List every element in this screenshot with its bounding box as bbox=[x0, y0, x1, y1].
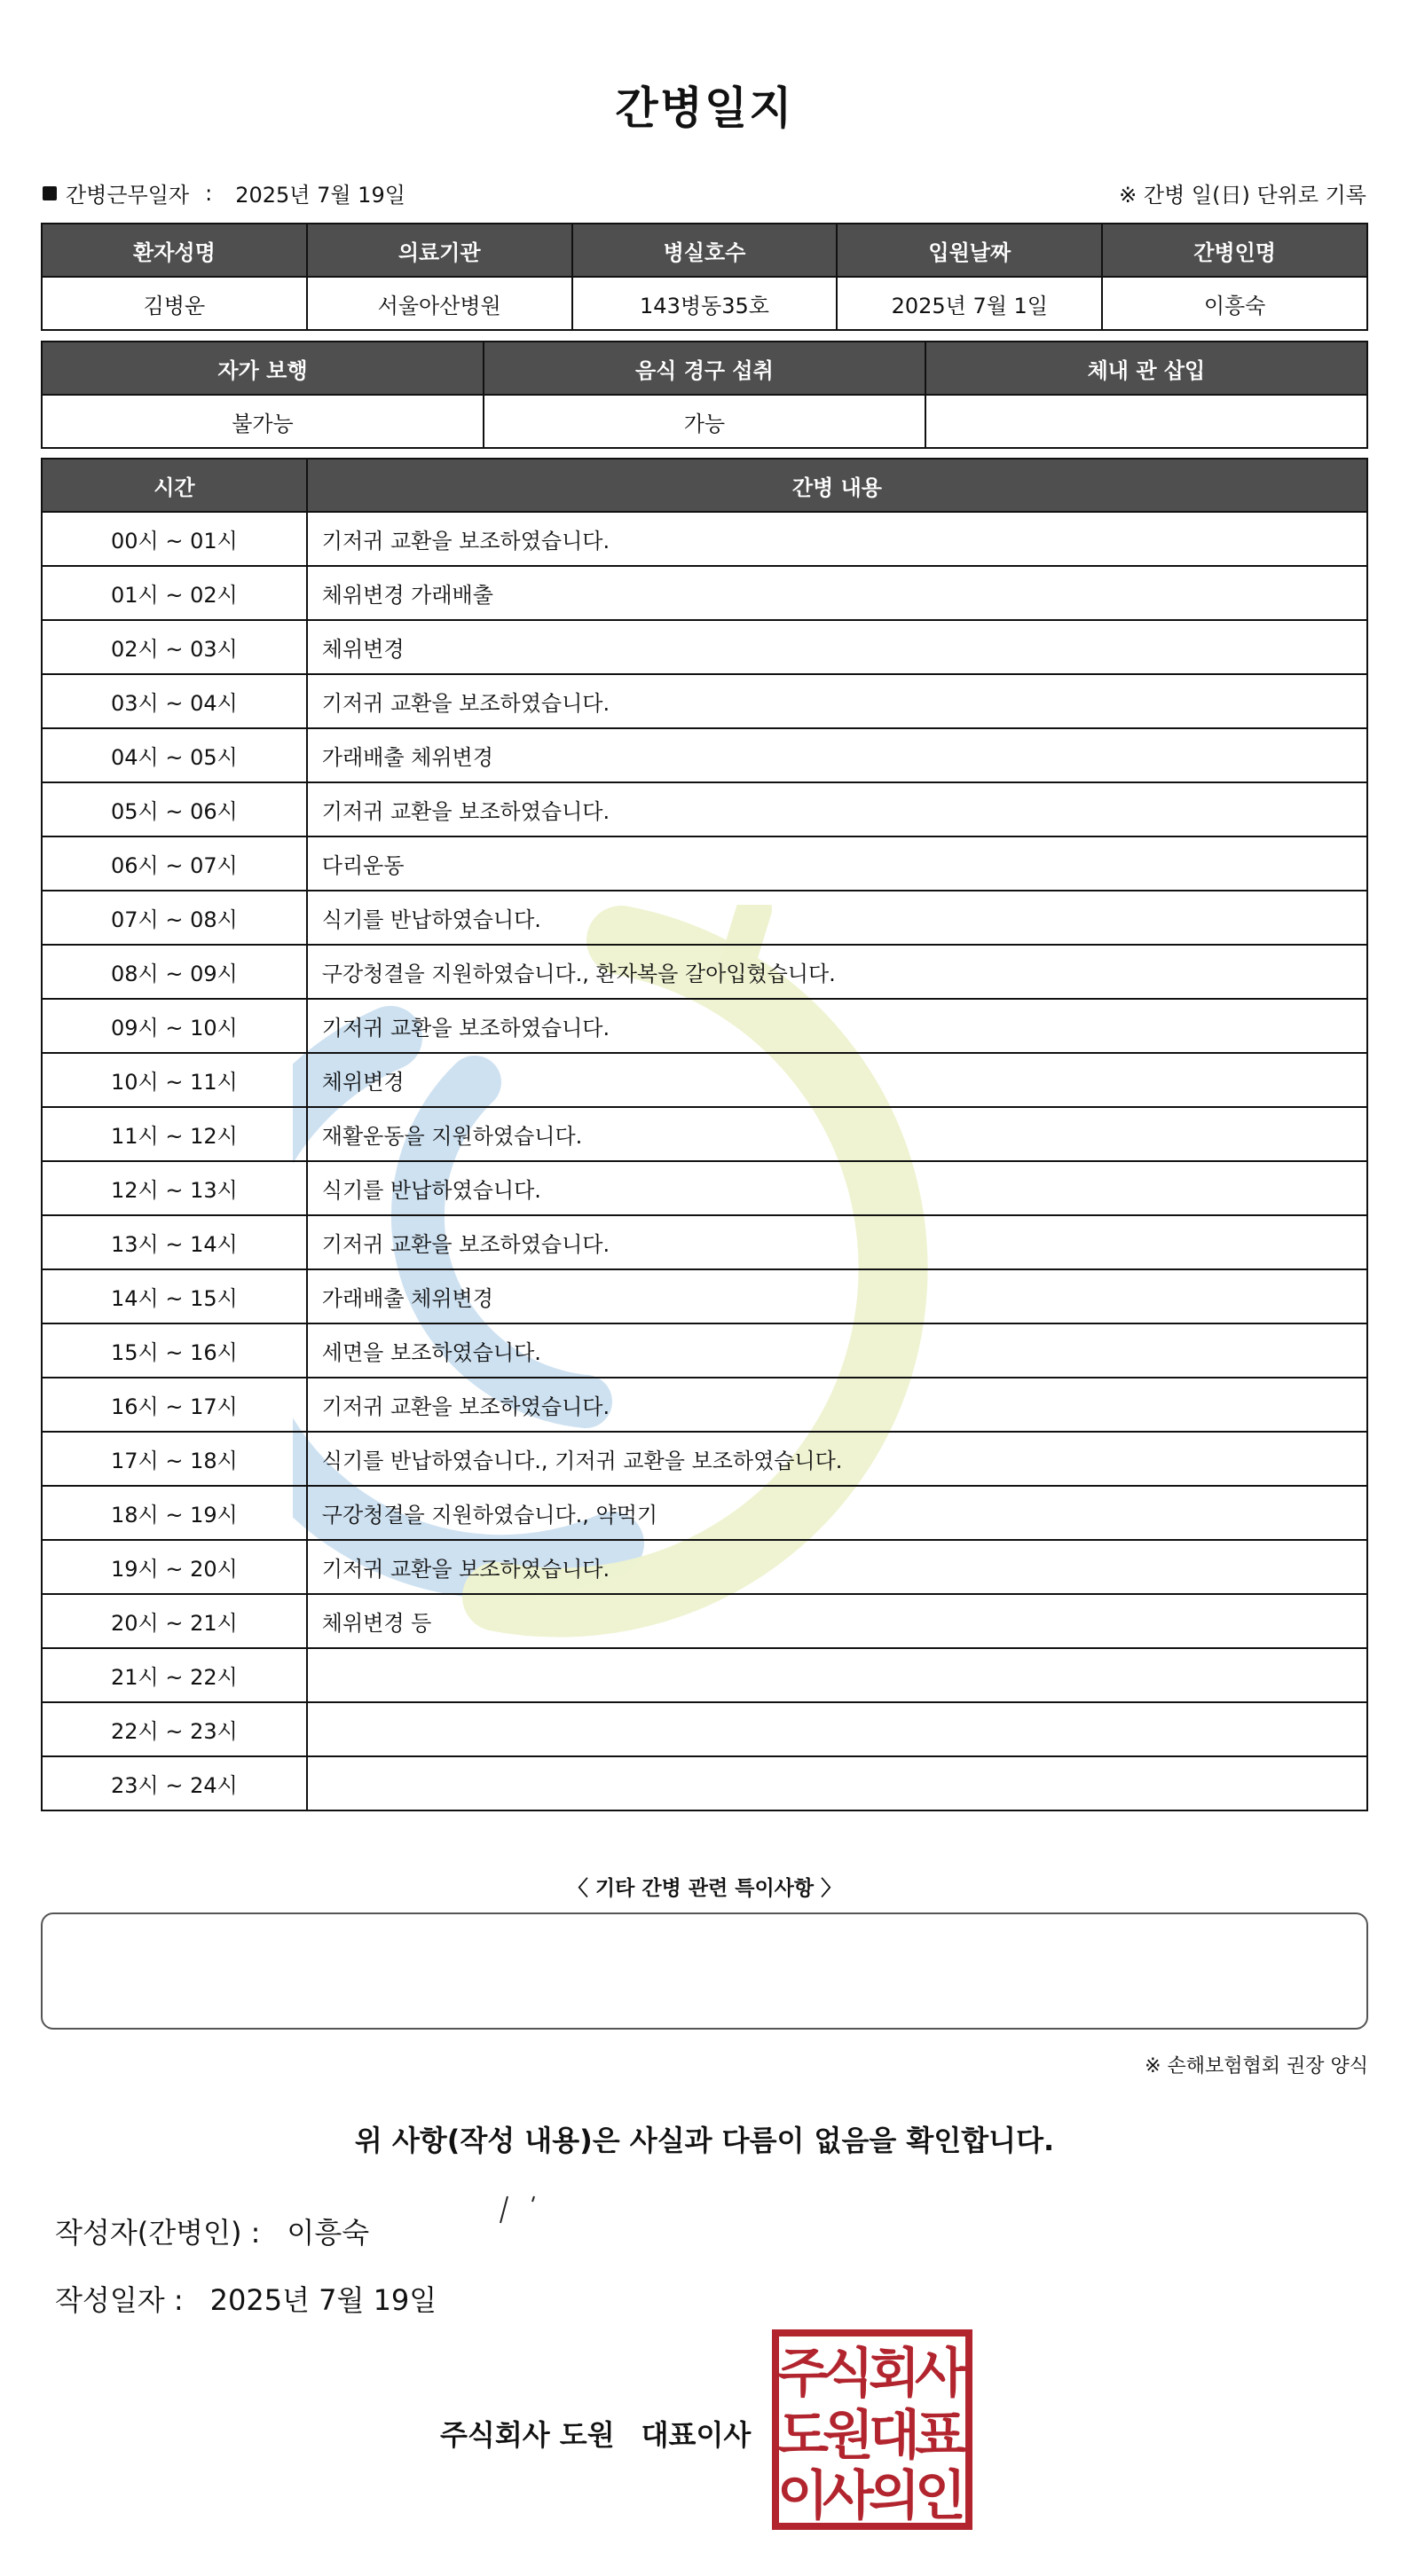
care-log-table bbox=[41, 458, 1368, 1811]
log-time-cell: 20시 ~ 21시 bbox=[42, 1594, 307, 1648]
table-row bbox=[42, 512, 1367, 566]
value-admission-date: 2025년 7월 1일 bbox=[837, 277, 1102, 330]
seal-character: 도 bbox=[777, 2405, 829, 2467]
log-time-cell: 01시 ~ 02시 bbox=[42, 566, 307, 620]
value-tube-insertion bbox=[925, 395, 1367, 448]
status-table-header-row bbox=[42, 342, 1367, 395]
value-oral-intake: 가능 bbox=[484, 395, 925, 448]
patient-table-header-row bbox=[42, 224, 1367, 277]
table-row bbox=[42, 1432, 1367, 1486]
log-table-header-row bbox=[42, 459, 1367, 512]
log-content-cell: 가래배출 체위변경 bbox=[307, 728, 1367, 782]
log-content-cell: 재활운동을 지원하였습니다. bbox=[307, 1107, 1367, 1161]
table-row bbox=[42, 1702, 1367, 1756]
log-time-cell: 07시 ~ 08시 bbox=[42, 891, 307, 945]
work-date-colon: : bbox=[205, 180, 213, 206]
log-time-cell: 04시 ~ 05시 bbox=[42, 728, 307, 782]
log-time-cell: 06시 ~ 07시 bbox=[42, 836, 307, 891]
work-date bbox=[43, 177, 405, 208]
value-hospital: 서울아산병원 bbox=[307, 277, 572, 330]
table-row bbox=[42, 1648, 1367, 1702]
log-content-cell bbox=[307, 1648, 1367, 1702]
work-date-label: 간병근무일자 bbox=[66, 183, 190, 208]
header-hospital: 의료기관 bbox=[307, 224, 572, 277]
seal-character: 원 bbox=[823, 2405, 874, 2467]
log-time-cell: 13시 ~ 14시 bbox=[42, 1215, 307, 1269]
status-table-value-row bbox=[42, 395, 1367, 448]
seal-character: 의 bbox=[869, 2465, 920, 2527]
notes-title: 〈 기타 간병 관련 특이사항 〉 bbox=[567, 1877, 842, 1900]
table-row bbox=[42, 1107, 1367, 1161]
log-time-cell: 18시 ~ 19시 bbox=[42, 1486, 307, 1540]
company-signature bbox=[440, 2413, 751, 2454]
table-row bbox=[42, 1594, 1367, 1648]
signature-mark-icon bbox=[493, 2191, 547, 2227]
writer-line bbox=[55, 2211, 369, 2251]
writer-value: 이흥숙 bbox=[287, 2216, 370, 2250]
table-row bbox=[42, 566, 1367, 620]
log-time-cell: 02시 ~ 03시 bbox=[42, 620, 307, 674]
table-row bbox=[42, 1540, 1367, 1594]
log-content-cell: 식기를 반납하였습니다. bbox=[307, 1161, 1367, 1215]
log-time-cell: 08시 ~ 09시 bbox=[42, 945, 307, 999]
form-source-note: ※ 손해보험협회 권장 양식 bbox=[1145, 2055, 1368, 2077]
log-content-cell: 기저귀 교환을 보조하였습니다. bbox=[307, 1540, 1367, 1594]
table-row bbox=[42, 782, 1367, 836]
log-content-cell: 기저귀 교환을 보조하였습니다. bbox=[307, 674, 1367, 728]
log-time-cell: 21시 ~ 22시 bbox=[42, 1648, 307, 1702]
seal-character: 인 bbox=[915, 2465, 966, 2527]
header-room: 병실호수 bbox=[572, 224, 838, 277]
log-content-cell: 기저귀 교환을 보조하였습니다. bbox=[307, 1378, 1367, 1432]
log-time-cell: 15시 ~ 16시 bbox=[42, 1323, 307, 1378]
table-row bbox=[42, 891, 1367, 945]
log-time-cell: 22시 ~ 23시 bbox=[42, 1702, 307, 1756]
log-content-cell bbox=[307, 1702, 1367, 1756]
log-content-cell: 가래배출 체위변경 bbox=[307, 1269, 1367, 1323]
table-row bbox=[42, 1161, 1367, 1215]
seal-character: 이 bbox=[777, 2465, 829, 2527]
table-row bbox=[42, 836, 1367, 891]
log-content-cell: 세면을 보조하였습니다. bbox=[307, 1323, 1367, 1378]
log-content-cell: 체위변경 가래배출 bbox=[307, 566, 1367, 620]
log-time-cell: 10시 ~ 11시 bbox=[42, 1053, 307, 1107]
log-content-cell: 구강청결을 지원하였습니다., 약먹기 bbox=[307, 1486, 1367, 1540]
header-tube-insertion: 체내 관 삽입 bbox=[925, 342, 1367, 395]
table-row bbox=[42, 1486, 1367, 1540]
company-seal-icon bbox=[772, 2329, 972, 2530]
table-row bbox=[42, 674, 1367, 728]
written-date-label: 작성일자 : bbox=[55, 2283, 184, 2317]
log-time-cell: 05시 ~ 06시 bbox=[42, 782, 307, 836]
document-title: 간병일지 bbox=[615, 82, 794, 134]
table-row bbox=[42, 1323, 1367, 1378]
header-self-walking: 자가 보행 bbox=[42, 342, 484, 395]
log-time-cell: 12시 ~ 13시 bbox=[42, 1161, 307, 1215]
ceo-title: 대표이사 bbox=[641, 2418, 752, 2452]
header-time: 시간 bbox=[42, 459, 307, 512]
log-content-cell: 구강청결을 지원하였습니다., 환자복을 갈아입혔습니다. bbox=[307, 945, 1367, 999]
header-patient-name: 환자성명 bbox=[42, 224, 307, 277]
log-content-cell: 체위변경 bbox=[307, 620, 1367, 674]
log-time-cell: 03시 ~ 04시 bbox=[42, 674, 307, 728]
table-row bbox=[42, 1378, 1367, 1432]
log-content-cell: 식기를 반납하였습니다., 기저귀 교환을 보조하였습니다. bbox=[307, 1432, 1367, 1486]
log-time-cell: 14시 ~ 15시 bbox=[42, 1269, 307, 1323]
log-time-cell: 00시 ~ 01시 bbox=[42, 512, 307, 566]
seal-character: 표 bbox=[915, 2405, 966, 2467]
header-oral-intake: 음식 경구 섭취 bbox=[484, 342, 925, 395]
bullet-square-icon bbox=[43, 186, 57, 200]
log-time-cell: 19시 ~ 20시 bbox=[42, 1540, 307, 1594]
log-content-cell bbox=[307, 1756, 1367, 1810]
company-name: 주식회사 도원 bbox=[440, 2418, 615, 2452]
seal-character: 대 bbox=[869, 2405, 920, 2467]
work-date-value: 2025년 7월 19일 bbox=[235, 183, 405, 208]
value-room: 143병동35호 bbox=[572, 277, 838, 330]
table-row bbox=[42, 728, 1367, 782]
table-row bbox=[42, 945, 1367, 999]
table-row bbox=[42, 1756, 1367, 1810]
log-content-cell: 기저귀 교환을 보조하였습니다. bbox=[307, 999, 1367, 1053]
writer-label: 작성자(간병인) : bbox=[55, 2216, 261, 2250]
patient-table-value-row bbox=[42, 277, 1367, 330]
log-content-cell: 기저귀 교환을 보조하였습니다. bbox=[307, 782, 1367, 836]
patient-info-table bbox=[41, 223, 1368, 331]
log-content-cell: 체위변경 bbox=[307, 1053, 1367, 1107]
value-self-walking: 불가능 bbox=[42, 395, 484, 448]
seal-character: 회 bbox=[869, 2343, 920, 2405]
log-content-cell: 식기를 반납하였습니다. bbox=[307, 891, 1367, 945]
table-row bbox=[42, 999, 1367, 1053]
log-time-cell: 23시 ~ 24시 bbox=[42, 1756, 307, 1810]
confirmation-statement: 위 사항(작성 내용)은 사실과 다름이 없음을 확인합니다. bbox=[354, 2124, 1055, 2157]
log-time-cell: 09시 ~ 10시 bbox=[42, 999, 307, 1053]
log-content-cell: 기저귀 교환을 보조하였습니다. bbox=[307, 512, 1367, 566]
patient-status-table bbox=[41, 341, 1368, 449]
log-time-cell: 17시 ~ 18시 bbox=[42, 1432, 307, 1486]
log-content-cell: 체위변경 등 bbox=[307, 1594, 1367, 1648]
unit-note: ※ 간병 일(日) 단위로 기록 bbox=[1119, 183, 1366, 208]
value-patient-name: 김병운 bbox=[42, 277, 307, 330]
table-row bbox=[42, 1053, 1367, 1107]
written-date-value: 2025년 7월 19일 bbox=[209, 2283, 437, 2317]
notes-box bbox=[41, 1912, 1368, 2030]
written-date-line bbox=[55, 2278, 437, 2319]
table-row bbox=[42, 1215, 1367, 1269]
log-time-cell: 16시 ~ 17시 bbox=[42, 1378, 307, 1432]
seal-character: 주 bbox=[777, 2343, 829, 2405]
log-content-cell: 기저귀 교환을 보조하였습니다. bbox=[307, 1215, 1367, 1269]
header-caregiver-name: 간병인명 bbox=[1102, 224, 1367, 277]
value-caregiver-name: 이흥숙 bbox=[1102, 277, 1367, 330]
log-content-cell: 다리운동 bbox=[307, 836, 1367, 891]
header-care-content: 간병 내용 bbox=[307, 459, 1367, 512]
log-time-cell: 11시 ~ 12시 bbox=[42, 1107, 307, 1161]
table-row bbox=[42, 620, 1367, 674]
header-admission-date: 입원날짜 bbox=[837, 224, 1102, 277]
seal-character: 사 bbox=[915, 2343, 966, 2405]
seal-character: 식 bbox=[823, 2343, 874, 2405]
seal-character: 사 bbox=[823, 2465, 874, 2527]
table-row bbox=[42, 1269, 1367, 1323]
